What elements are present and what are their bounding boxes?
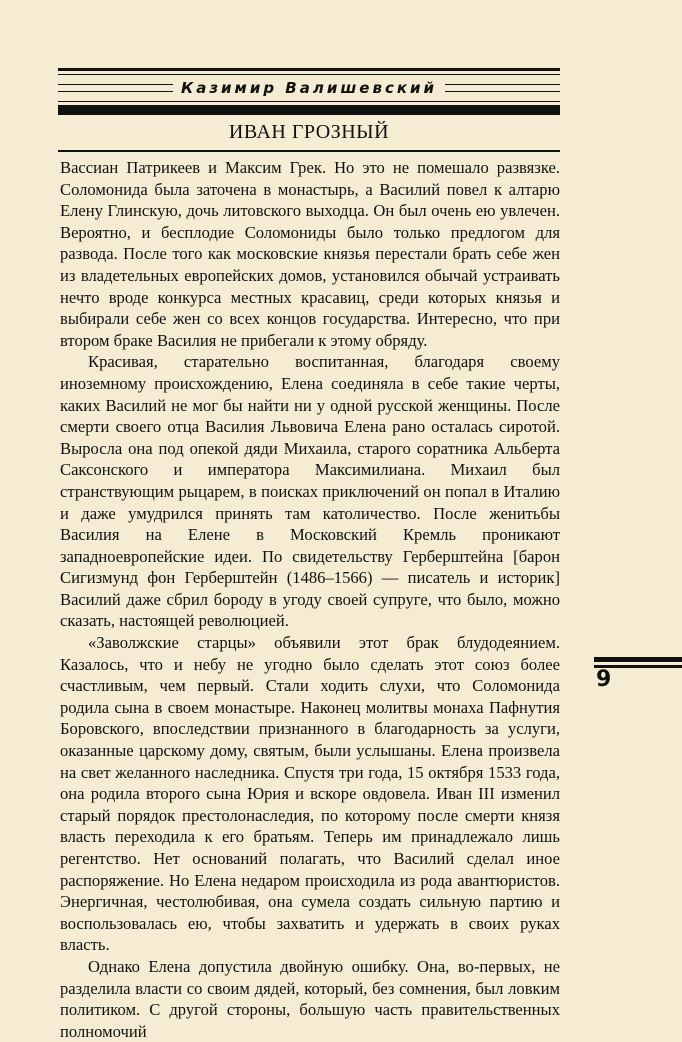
header-top-rule [58, 68, 560, 71]
page-marker-bar [594, 657, 682, 662]
paragraph: Красивая, старательно воспитанная, благодаря своему иноземному происхождению, Елена соединяла в себе такие черты, каких Василий не мог бы найти ни у одной русской женщины. После смерти своего отца Василия Львовича Елена рано осталась сиротой. Выросла она под опекой дяди Михаила, старого соратника Альберта Саксонского и императора Максимилиана. Михаил был странствующим рыцарем, в поисках приключений он попал в Италию и даже умудрился принять там католичество. После женитьбы Василия на Елене в Московский Кремль проникают западноевропейские идеи. По свидетельству Герберштейна [барон Сигизмунд фон Герберштейн (1486–1566) — писатель и историк] Василий даже сбрил бороду в угоду своей супруге, что было, можно сказать, настоящей революцией. [60, 352, 560, 631]
paragraph: Вассиан Патрикеев и Максим Грек. Но это не помешало развязке. Соломонида была заточена в монастырь, а Василий повел к алтарю Елену Глинскую, дочь литовского выходца. Он был очень ею увлечен. Вероятно, и бесплодие Соломониды было только предлогом для развода. После того как московские князья перестали брать себе жен из владетельных европейских домов, установился обычай устраивать нечто вроде конкурса местных красавиц, среди которых князья и выбирали себе жен со всех концов государства. Интересно, что при втором браке Василия не прибегали к этому обряду. [60, 158, 560, 350]
author-left-rule [58, 84, 173, 92]
running-header [58, 68, 560, 152]
book-title-rule [58, 150, 560, 152]
paragraph: «Заволжские старцы» объявили этот брак блудодеянием. Казалось, что и небу не угодно было сделать этот союз более счастливым, чем первый. Стали ходить слухи, что Соломонида родила сына в своем монастыре. Наконец молитвы монаха Пафнутия Боровского, впоследствии признанного в благодарность за услуги, оказанные царскому дому, святым, были услышаны. Елена произвела на свет желанного наследника. Спустя три года, 15 октября 1533 года, она родила второго сына Юрия и вскоре овдовела. Иван III изменил старый порядок престолонаследия, по которому после смерти князя власть переходила к его братьям. Теперь им принадлежало лишь регентство. Нет оснований полагать, что Василий сделал иное распоряжение. Но Елена недаром происходила из рода авантюристов. Энергичная, честолюбивая, она сумела создать сильную партию и воспользовалась ею, чтобы захватить и удержать в своих руках власть. [60, 633, 560, 955]
paragraph: Однако Елена допустила двойную ошибку. Она, во-первых, не разделила власти со своим дядей, который, без сомнения, был ловким политиком. С другой стороны, большую часть правительственных полномочий [60, 956, 560, 1041]
header-thick-bar [58, 105, 560, 115]
page-body [60, 157, 560, 1042]
author-right-rule [445, 84, 560, 92]
author-band [58, 74, 560, 102]
book-title: ИВАН ГРОЗНЫЙ [228, 121, 390, 143]
author-name: Казимир Валишевский [180, 79, 438, 97]
page-number: 9 [596, 667, 612, 692]
